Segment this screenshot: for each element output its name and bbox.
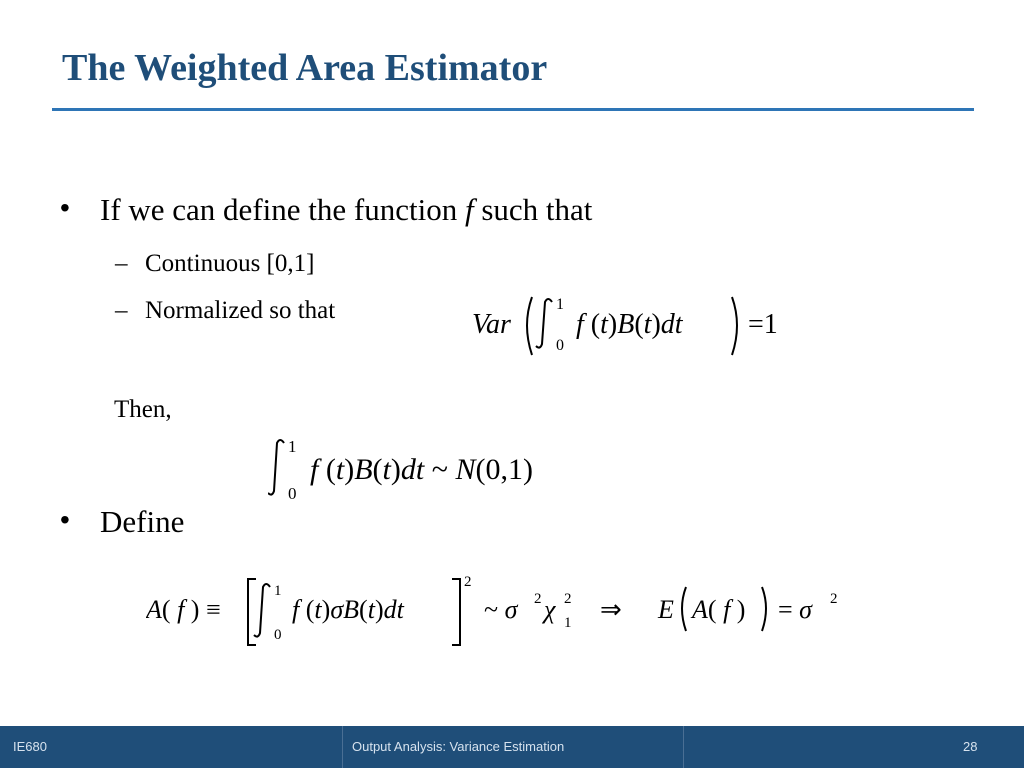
svg-text:2: 2: [830, 591, 838, 607]
svg-text:χ: χ: [544, 595, 556, 624]
sub-marker: –: [115, 297, 128, 324]
title-divider: [52, 108, 974, 111]
sub-bullet-continuous: [115, 250, 315, 278]
equation-graphic: [146, 573, 866, 653]
svg-text:1: 1: [564, 615, 572, 631]
svg-text:2: 2: [534, 591, 542, 607]
bullet-text-before: If we can define the function: [100, 192, 465, 227]
bullet-define-function: [60, 192, 593, 228]
bullet-text: Define: [100, 504, 185, 539]
svg-text:A( f ) ≡: A( f ) ≡: [146, 595, 221, 624]
equation-weighted-area-definition: [146, 573, 866, 653]
footer-topic: Output Analysis: Variance Estimation: [352, 739, 565, 754]
svg-text:0: 0: [288, 484, 297, 503]
footer-page-number: 28: [963, 739, 978, 754]
equation-graphic: [268, 437, 628, 507]
svg-text:f (t)B(t)dt ~ N(0,1): f (t)B(t)dt ~ N(0,1): [310, 453, 533, 486]
svg-text:1: 1: [556, 296, 564, 313]
svg-text:~ σ: ~ σ: [484, 595, 518, 624]
svg-text:⇒: ⇒: [600, 595, 622, 624]
slide-footer: [0, 726, 1024, 768]
bullet-define: [60, 504, 185, 540]
footer-divider: [342, 726, 343, 768]
equation-normal-distribution: [268, 437, 628, 507]
svg-text:0: 0: [274, 627, 282, 643]
slide-title: The Weighted Area Estimator: [62, 47, 548, 89]
svg-text:Var: Var: [472, 309, 511, 340]
sub-marker: –: [115, 250, 128, 277]
svg-text:E: E: [658, 595, 674, 624]
bullet-marker: •: [60, 504, 70, 535]
footer-divider: [683, 726, 684, 768]
svg-text:2: 2: [464, 574, 472, 590]
svg-text:1: 1: [274, 583, 282, 599]
svg-text:=1: =1: [748, 309, 778, 340]
svg-text:= σ: = σ: [778, 595, 812, 624]
svg-text:2: 2: [564, 591, 572, 607]
svg-text:f (t)B(t)dt: f (t)B(t)dt: [576, 309, 683, 340]
bullet-marker: •: [60, 192, 70, 223]
svg-text:1: 1: [288, 437, 297, 456]
svg-text:f (t)σB(t)dt: f (t)σB(t)dt: [292, 595, 404, 624]
sub-bullet-text: Continuous [0,1]: [145, 250, 315, 277]
bullet-text-after: such that: [473, 192, 593, 227]
bullet-italic-f: f: [464, 192, 474, 227]
equation-graphic: [472, 290, 792, 370]
sub-bullet-normalized: [115, 297, 336, 325]
svg-text:0: 0: [556, 337, 564, 354]
sub-bullet-text: Normalized so that: [145, 297, 336, 324]
then-text: Then,: [114, 396, 172, 423]
equation-variance-normalized: [472, 290, 792, 370]
footer-course-code: IE680: [13, 739, 47, 754]
svg-text:A( f ): A( f ): [692, 595, 746, 624]
